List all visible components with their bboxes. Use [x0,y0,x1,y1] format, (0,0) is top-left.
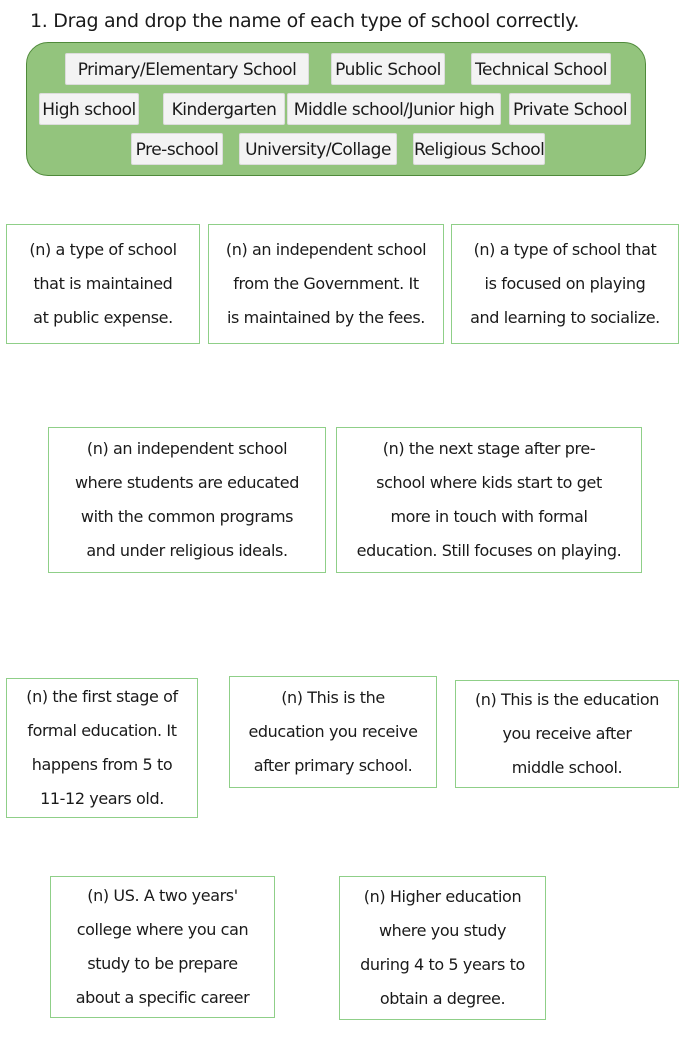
chip-primary-elementary-school[interactable]: Primary/Elementary School [65,53,309,85]
definition-text: (n) a type of school that is maintained at public expense. [29,240,177,327]
definition-text: (n) This is the education you receive after middle school. [474,690,660,777]
word-bank [26,42,646,176]
chip-kindergarten[interactable]: Kindergarten [163,93,285,125]
chip-public-school[interactable]: Public School [331,53,445,85]
definition-text: (n) This is the education you receive after primary school. [248,688,418,775]
chip-university-collage[interactable]: University/Collage [239,133,397,165]
definition-card-4[interactable] [48,427,326,573]
chip-religious-school[interactable]: Religious School [413,133,545,165]
instruction-text: 1. Drag and drop the name of each type of school correctly. [30,10,580,32]
definition-text: (n) an independent school from the Government. It is maintained by the fees. [225,240,427,327]
definition-card-6[interactable] [6,678,198,818]
definition-card-2[interactable] [208,224,444,344]
definition-card-5[interactable] [336,427,642,573]
chip-technical-school[interactable]: Technical School [471,53,611,85]
definition-text: (n) Higher education where you study during 4 to 5 years to obtain a degree. [360,887,525,1008]
chip-middle-school-junior-high[interactable]: Middle school/Junior high [287,93,501,125]
definition-card-1[interactable] [6,224,200,344]
definition-card-10[interactable] [339,876,546,1020]
definition-card-3[interactable] [451,224,679,344]
definition-card-9[interactable] [50,876,275,1018]
definition-text: (n) US. A two years' college where you can study to be prepare about a specific career [75,886,250,1007]
definition-text: (n) an independent school where students are educated with the common programs and under religious ideals. [75,439,299,560]
definition-text: (n) the next stage after pre- school where kids start to get more in touch with formal education. Still focuses on playing. [356,439,622,560]
definition-card-8[interactable] [455,680,679,788]
definition-card-7[interactable] [229,676,437,788]
definition-text: (n) a type of school that is focused on playing and learning to socialize. [470,240,660,327]
chip-private-school[interactable]: Private School [509,93,631,125]
chip-pre-school[interactable]: Pre-school [131,133,223,165]
definition-text: (n) the first stage of formal education. It happens from 5 to 11-12 years old. [26,687,178,808]
chip-high-school[interactable]: High school [39,93,139,125]
